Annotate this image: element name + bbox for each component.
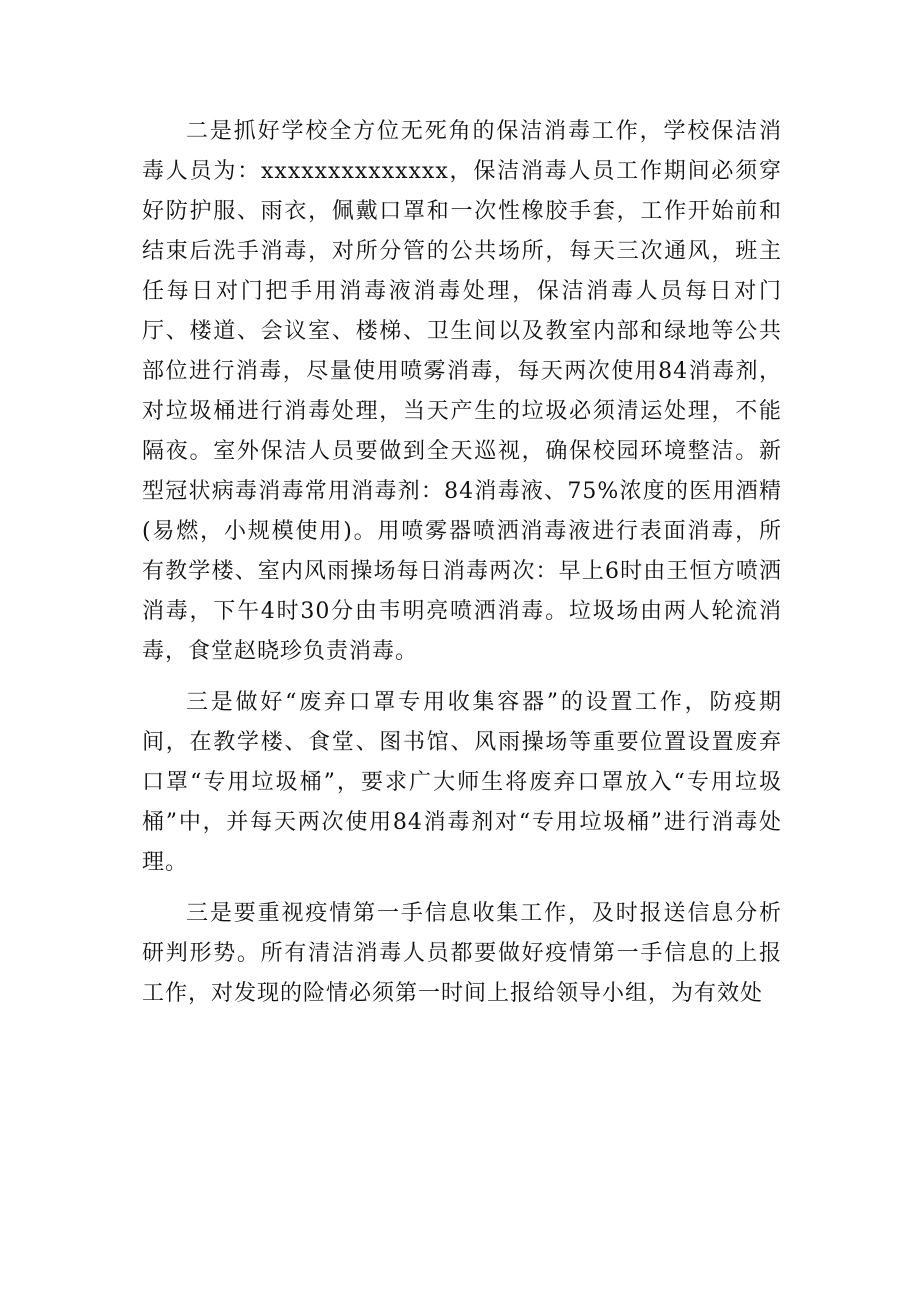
paragraph-mask-collection: 三是做好“废弃口罩专用收集容器”的设置工作，防疫期间，在教学楼、食堂、图书馆、风雨操场等重要位置设置废弃口罩“专用垃圾桶”，要求广大师生将废弃口罩放入“专用垃圾桶”中，并每天两次使用84消毒剂对“专用垃圾桶”进行消毒处理。 bbox=[142, 690, 782, 875]
paragraph-information-reporting: 三是要重视疫情第一手信息收集工作，及时报送信息分析研判形势。所有清洁消毒人员都要做好疫情第一手信息的上报工作，对发现的险情必须第一时间上报给领导小组，为有效处 bbox=[142, 901, 782, 1006]
paragraph-cleaning-disinfection: 二是抓好学校全方位无死角的保洁消毒工作，学校保洁消毒人员为：xxxxxxxxxxxxxx，保洁消毒人员工作期间必须穿好防护服、雨衣，佩戴口罩和一次性橡胶手套，工作开始前和结束后洗手消毒，对所分管的公共场所，每天三次通风，班主任每日对门把手用消毒液消毒处理，保洁消毒人员每日对门厅、楼道、会议室、楼梯、卫生间以及教室内部和绿地等公共部位进行消毒，尽量使用喷雾消毒，每天两次使用84消毒剂，对垃圾桶进行消毒处理，当天产生的垃圾必须清运处理，不能隔夜。室外保洁人员要做到全天巡视，确保校园环境整洁。新型冠状病毒消毒常用消毒剂：84消毒液、75%浓度的医用酒精(易燃，小规模使用)。用喷雾器喷洒消毒液进行表面消毒，所有教学楼、室内风雨操场每日消毒两次：早上6时由王恒方喷洒消毒，下午4时30分由韦明亮喷洒消毒。垃圾场由两人轮流消毒，食堂赵晓珍负责消毒。 bbox=[142, 119, 782, 664]
document-body bbox=[142, 112, 782, 1014]
